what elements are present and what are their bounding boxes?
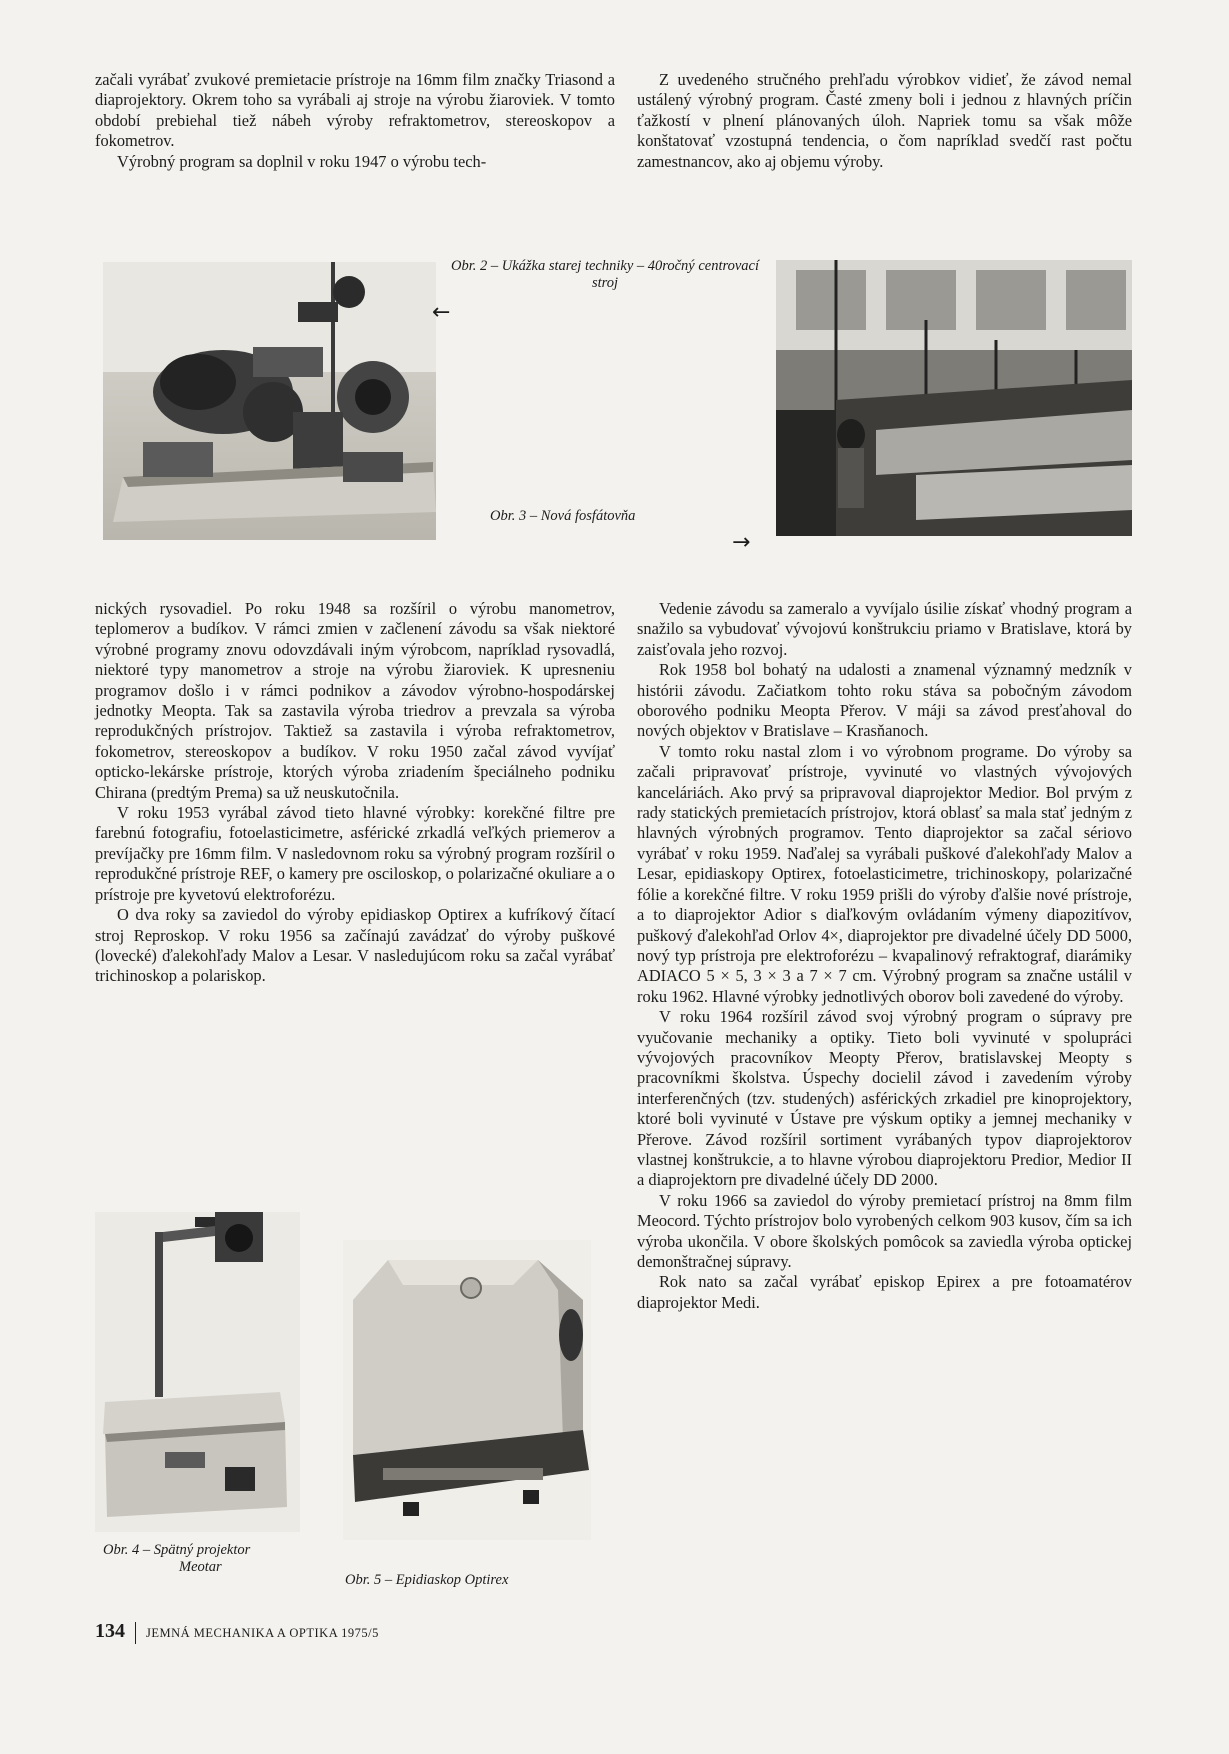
text-column-top-right — [637, 70, 1132, 172]
page-footer — [95, 1620, 379, 1644]
figure-3-caption: Obr. 3 – Nová fosfátovňa — [490, 508, 636, 524]
figure-3-photo — [776, 260, 1132, 536]
paragraph: O dva roky sa zaviedol do výroby epidiaskop Optirex a kufríkový čítací stroj Reproskop. V roku 1956 sa začínajú zavádzať do výroby puškové (lovecké) ďalekohľady Malov a Lesar. V nasledujúcom roku sa začal vyrábať trichinoskop a polariskop. — [95, 905, 615, 986]
phosphating-plant-illustration — [776, 260, 1132, 536]
paragraph: začali vyrábať zvukové premietacie prístroje na 16mm film značky Triasond a diaprojektory. Okrem toho sa vyrábali aj stroje na výrobu žiaroviek. V tomto období prebiehal tiež nábeh výroby refraktometrov, stereoskopov a fokometrov. — [95, 70, 615, 151]
figure-4-caption: Obr. 4 – Spätný projektor Meotar — [103, 1542, 251, 1575]
figure-5-caption: Obr. 5 – Epidiaskop Optirex — [345, 1572, 509, 1588]
paragraph: Rok 1958 bol bohatý na udalosti a znamenal významný medzník v histórii závodu. Začiatkom tohto roku stáva sa pobočným závodom oborového podniku Meopta Přerov. V máji sa závod presťahoval do nových objektov v Bratislave – Krasňanoch. — [637, 660, 1132, 741]
paragraph: V tomto roku nastal zlom i vo výrobnom programe. Do výroby sa začali pripravovať prístroje, vyvinuté vo vlastných vývojových kanceláriách. Ako prvý sa pripravoval diaprojektor Medior. Bol prvým z rady statických premietacích prístrojov, ktorá oblasť sa mala stať jedným z hlavných výrobných programov. Tento diaprojektor sa začal sériovo vyrábať v roku 1959. Naďalej sa vyrábali puškové ďalekohľady Malov a Lesar, epidiaskopy Optirex, fotoelasticimetre, trichinoskopy, polarizačné fólie a korekčné filtre. V roku 1959 prišli do výroby ďalšie nové prístroje, a to diaprojektor Adior s diaľkovým ovládaním výmeny diapozitívov, puškový ďalekohľad Orlov 4×, diaprojektor pre divadelné účely DD 5000, nový typ prístroja pre elektroforézu – kvapalinový refraktograf, diarámiky ADIACO 5 × 5, 3 × 3 a 7 × 7 cm. Výrobný program sa značne ustálil v roku 1962. Hlavné výrobky jednotlivých oborov boli zavedené do výroby. — [637, 741, 1132, 1006]
paragraph: Vedenie závodu sa zameralo a vyvíjalo úsilie získať vhodný program a snažilo sa vybudovať vývojovú konštrukciu priamo v Bratislave, ktorá by zaisťovala jeho rozvoj. — [637, 599, 1132, 659]
figure-2-photo — [103, 262, 436, 540]
epidiascope-illustration — [343, 1240, 591, 1540]
centering-machine-illustration — [103, 262, 436, 540]
text-column-bottom-left — [95, 599, 615, 987]
figure-4-photo — [95, 1212, 300, 1532]
text-column-top-left — [95, 70, 615, 172]
paragraph: V roku 1953 vyrábal závod tieto hlavné výrobky: korekčné filtre pre farebnú fotografiu, fotoelasticimetre, asférické zrkadlá veľkých priemerov a prevíjačky pre 16mm film. V nasledovnom roku sa výrobný program rozšíril o reprodukčné prístroje REF, o kamery pre osciloskop, o polarizačné okuliare a o prístroje pre kyvetovú elektroforézu. — [95, 803, 615, 904]
arrow-left-icon: ← — [432, 300, 451, 325]
paragraph: Z uvedeného stručného prehľadu výrobkov vidieť, že závod nemal ustálený výrobný program. Časté zmeny boli i jednou z hlavných príčin ťažkostí v plnení plánovaných úloh. Napriek tomu sa však môže konštatovať vzostupná tendencia, o čom napríklad svedčí rast počtu zamestnancov, ako aj objemu výroby. — [637, 70, 1132, 171]
journal-title: JEMNÁ MECHANIKA A OPTIKA 1975/5 — [146, 1625, 379, 1640]
footer-divider — [135, 1622, 136, 1644]
paragraph: nických rysovadiel. Po roku 1948 sa rozšíril o výrobu manometrov, teplomerov a budíkov. V rámci zmien v začlenení závodu sa však niektoré výrobné programy znovu odovzdávali iným výrobcom, napríklad rysovadlá, niektoré typy manometrov a stroje na výrobu žiaroviek. K upresneniu programov došlo i v rámci podnikov a závodov výrobno-hospodárskej jednotky Meopta. Tak sa zastavila výroba triedrov a prevzala sa výroba reprodukčných prístrojov. Taktiež sa zastavila i výroba refraktometrov, fokometrov, stereoskopov a budíkov. V roku 1950 začal závod vyvíjať opticko-lekárske prístroje, ktorých výroba zriadením špeciálneho podniku Chirana (predtým Prema) sa už neuskutočnila. — [95, 599, 615, 802]
arrow-right-icon: → — [732, 530, 751, 555]
overhead-projector-illustration — [95, 1212, 300, 1532]
paragraph: V roku 1964 rozšíril závod svoj výrobný program o súpravy pre vyučovanie mechaniky a optiky. Tieto boli vyvinuté v spolupráci vývojových pracovníkov Meopty Přerov, bratislavskej Meopty s pracovníkmi školstva. Úspechy docielil závod i zavedením výroby interferenčných (tzv. studených) asférických zrkadiel pre kinoprojektory, ktoré boli vyvinuté v Ústave pre výskum optiky a jemnej mechaniky v Přerove. Závod rozšíril sortiment vyrábaných typov diaprojektorov vlastnej konštrukcie, a to hlavne výrobou diaprojektoru Predior, Medior II a diaprojektorn pre divadelné účely DD 2000. — [637, 1007, 1132, 1190]
text-column-bottom-right — [637, 599, 1132, 1313]
paragraph: V roku 1966 sa zaviedol do výroby premietací prístroj na 8mm film Meocord. Týchto prístrojov bolo vyrobených celkom 903 kusov, čím sa ich výroba ukončila. V obore školských pomôcok sa zaviedla výroba optickej demonštračnej súpravy. — [637, 1190, 1132, 1271]
paragraph: Rok nato sa začal vyrábať episkop Epirex a pre fotoamatérov diaprojektor Medi. — [637, 1272, 1132, 1312]
figure-5-photo — [343, 1240, 591, 1540]
figure-2-caption: Obr. 2 – Ukážka starej techniky – 40ročný centrovací stroj — [450, 258, 760, 291]
page-number: 134 — [95, 1620, 125, 1642]
paragraph: Výrobný program sa doplnil v roku 1947 o výrobu tech- — [117, 151, 487, 171]
